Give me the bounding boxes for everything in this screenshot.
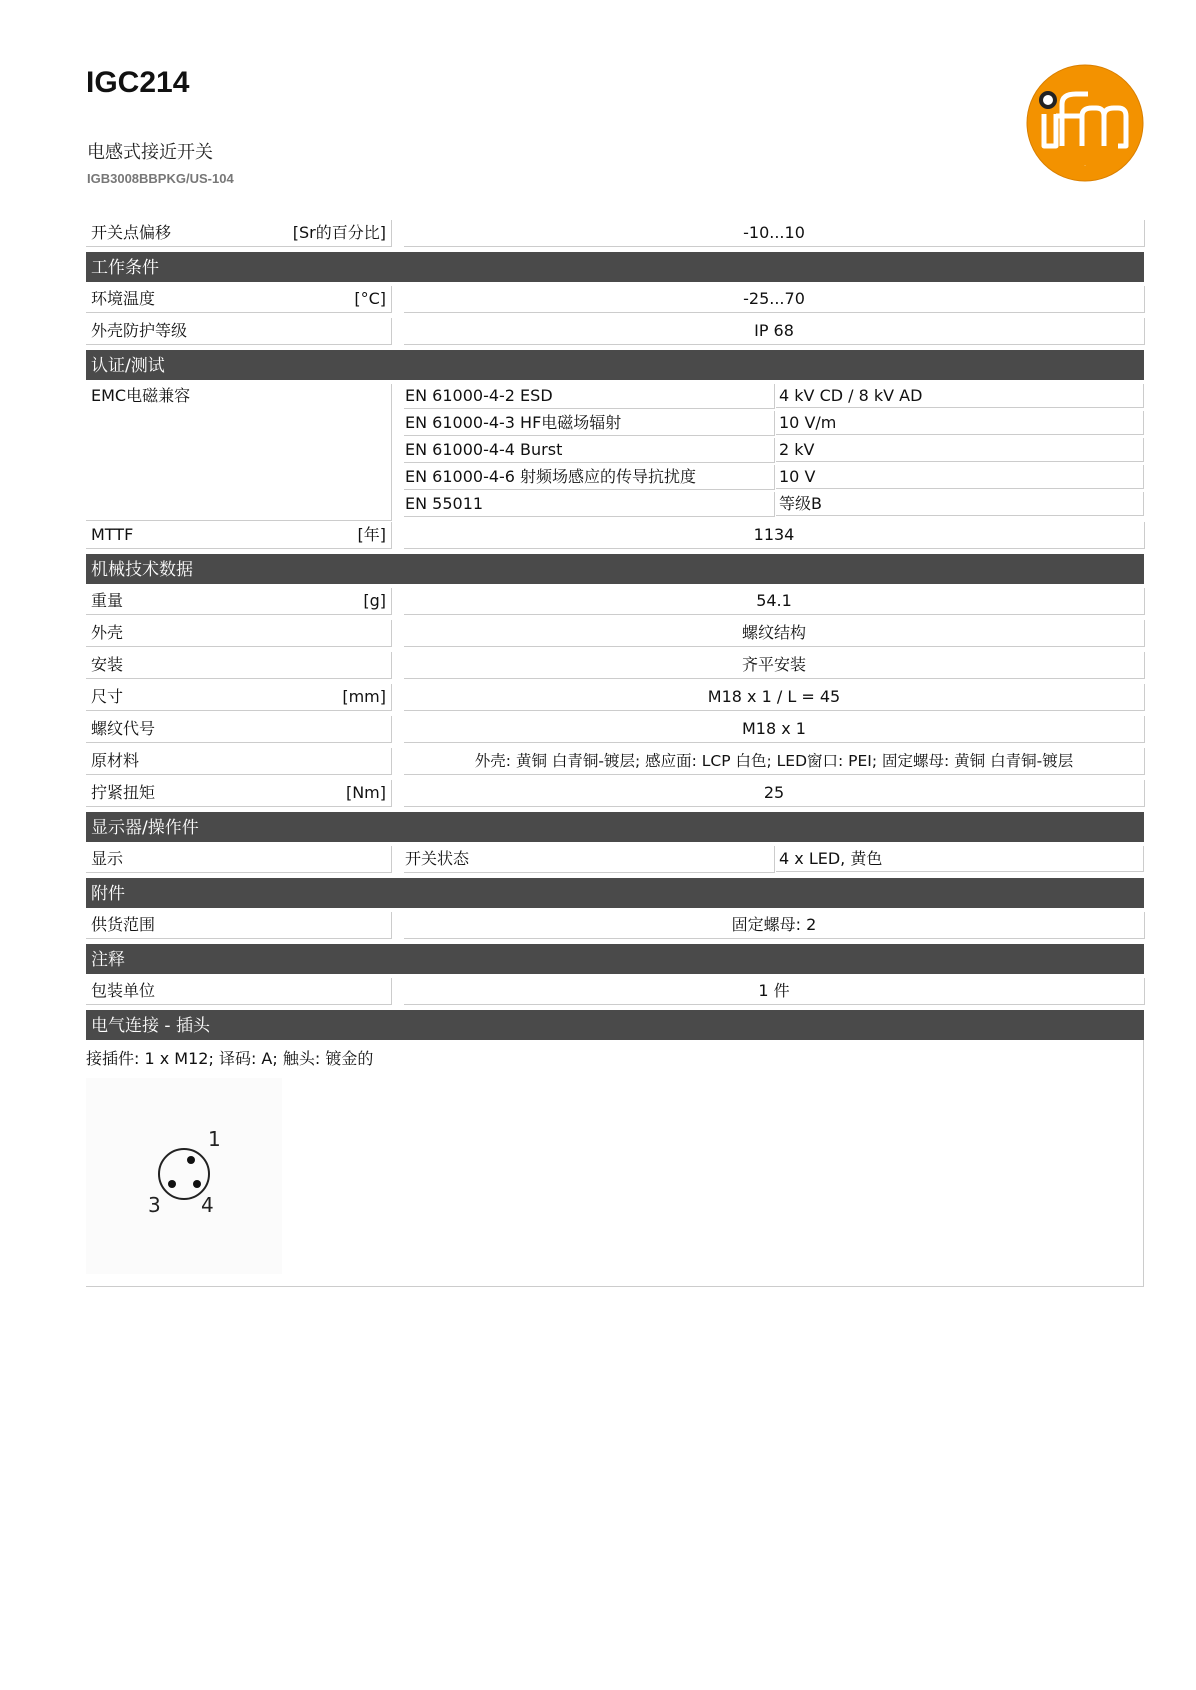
row-unit: [Sr的百分比] [292,223,386,242]
table-row [86,588,1144,616]
emc-item [404,384,1144,409]
connector-pinout-diagram [86,1078,282,1274]
emc-standard: EN 61000-4-6 射频场感应的传导抗扰度 [404,465,775,490]
table-row [86,780,1144,808]
table-row [86,620,1144,648]
row-label: 开关点偏移 [91,223,172,242]
row-label: 螺纹代号 [91,719,156,738]
emc-value: 10 V [776,465,1144,489]
datasheet [86,216,1144,1287]
row-label: 外壳 [91,623,124,642]
row-label: 原材料 [91,751,140,770]
row-value: M18 x 1 / L = 45 [404,684,1145,711]
emc-value: 10 V/m [776,411,1144,435]
pin-label: 1 [208,1127,221,1151]
row-label: 供货范围 [91,915,156,934]
table-row [86,748,1144,776]
row-label: 外壳防护等级 [91,321,188,340]
section-connection: 电气连接 - 插头 [86,1010,1144,1040]
emc-standard: EN 61000-4-2 ESD [404,384,775,409]
row-label: MTTF [91,525,134,544]
row-label: 显示 [91,849,124,868]
row-value: 固定螺母: 2 [404,912,1145,939]
table-row [86,318,1144,346]
section-mechanical: 机械技术数据 [86,554,1144,584]
row-value: M18 x 1 [404,716,1145,743]
table-row [86,846,1144,874]
pin-label: 3 [148,1193,161,1217]
table-row [86,912,1144,940]
row-subvalue: 开关状态 [404,846,775,873]
product-subtitle: 电感式接近开关 [87,142,213,163]
row-value: IP 68 [404,318,1145,345]
emc-item [404,492,1144,517]
section-notes: 注释 [86,944,1144,974]
row-label: 安装 [91,655,124,674]
row-label: 尺寸 [91,687,124,706]
table-row [86,652,1144,680]
row-unit: [mm] [342,687,386,706]
connection-block [86,1040,1144,1287]
row-label: 重量 [91,591,124,610]
row-value: 齐平安装 [404,652,1145,679]
table-row [86,286,1144,314]
emc-item [404,465,1144,490]
row-value: 1134 [404,522,1145,549]
table-row [86,716,1144,744]
pin-label: 4 [201,1193,214,1217]
row-unit: [年] [357,525,386,544]
row-value: -25...70 [404,286,1145,313]
emc-block [86,384,1144,522]
row-value: 外壳: 黄铜 白青铜-镀层; 感应面: LCP 白色; LED窗口: PEI; 固定螺母: 黄铜 白青铜-镀层 [404,748,1145,775]
emc-item [404,438,1144,463]
row-label: 环境温度 [91,289,156,308]
table-row [86,522,1144,550]
row-unit: [°C] [354,289,386,308]
row-label: 拧紧扭矩 [91,783,156,802]
product-title: IGC214 [86,66,190,99]
table-row [86,978,1144,1006]
section-operating: 工作条件 [86,252,1144,282]
row-value: 4 x LED, 黄色 [776,846,1144,872]
row-value: 54.1 [404,588,1145,615]
emc-standard: EN 61000-4-4 Burst [404,438,775,463]
emc-value: 2 kV [776,438,1144,462]
row-value: 1 件 [404,978,1145,1005]
row-value: -10...10 [404,220,1145,247]
section-accessories: 附件 [86,878,1144,908]
emc-value: 4 kV CD / 8 kV AD [776,384,1144,408]
table-row [86,220,1144,248]
row-label: 包装单位 [91,981,156,1000]
emc-standard: EN 55011 [404,492,775,517]
emc-standard: EN 61000-4-3 HF电磁场辐射 [404,411,775,436]
row-unit: [g] [363,591,386,610]
m12-connector-icon [86,1078,282,1274]
product-code: IGB3008BBPKG/US-104 [87,171,234,186]
emc-value: 等级B [776,492,1144,516]
emc-item [404,411,1144,436]
section-display: 显示器/操作件 [86,812,1144,842]
row-unit: [Nm] [345,783,386,802]
row-value: 25 [404,780,1145,807]
emc-label: EMC电磁兼容 [86,384,392,521]
connection-text: 接插件: 1 x M12; 译码: A; 触头: 镀金的 [86,1049,374,1068]
ifm-logo [1026,64,1144,182]
section-approvals: 认证/测试 [86,350,1144,380]
logo-text: ifm [1084,166,1086,167]
table-row [86,684,1144,712]
row-value: 螺纹结构 [404,620,1145,647]
